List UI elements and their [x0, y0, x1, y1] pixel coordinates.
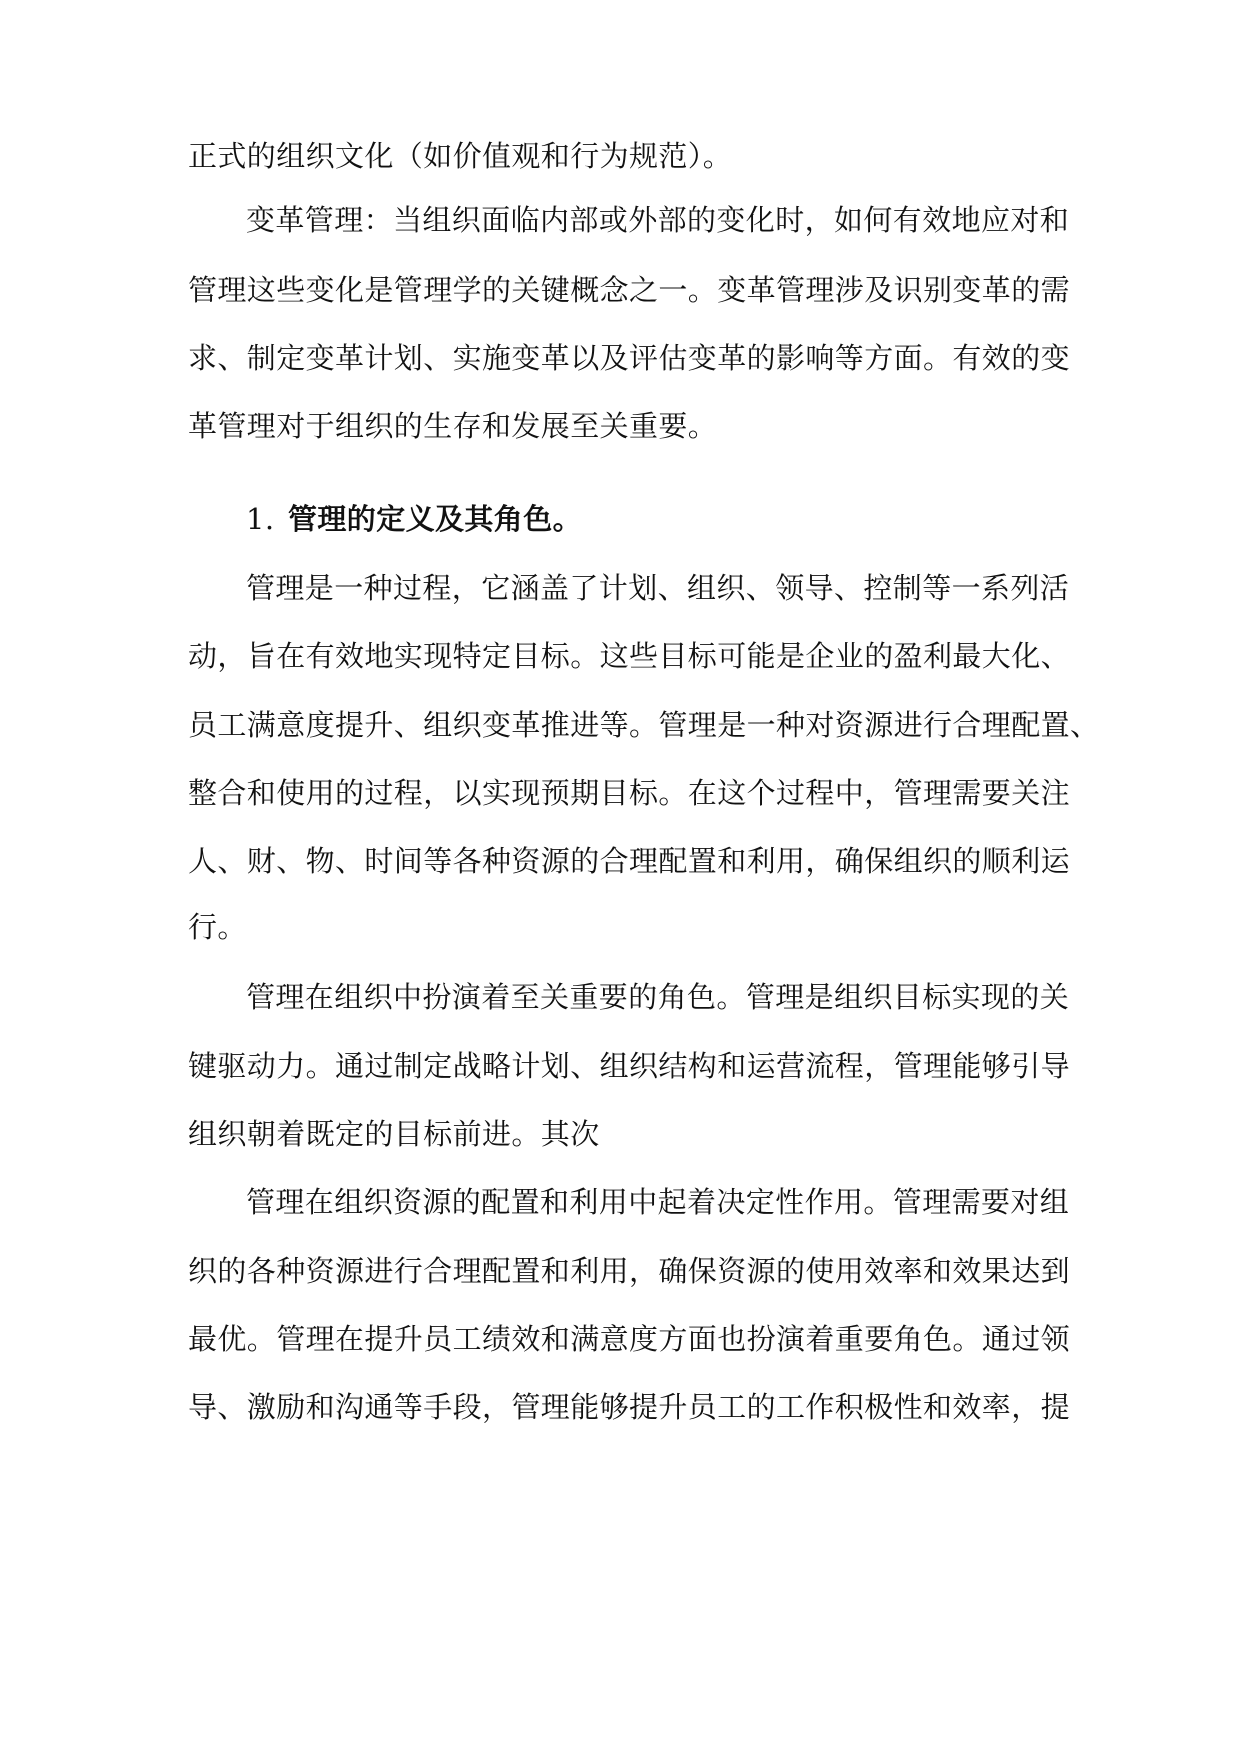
- paragraph-definition-line-6: 行。: [188, 910, 247, 944]
- paragraph-role-line-1: 管理在组织中扮演着至关重要的角色。管理是组织目标实现的关: [246, 980, 1070, 1014]
- paragraph-change-management-line-4: 革管理对于组织的生存和发展至关重要。: [188, 409, 718, 443]
- paragraph-definition-line-4: 整合和使用的过程，以实现预期目标。在这个过程中，管理需要关注: [188, 776, 1071, 810]
- paragraph-change-management-line-1: 变革管理：当组织面临内部或外部的变化时，如何有效地应对和: [246, 203, 1070, 237]
- paragraph-definition-line-3: 员工满意度提升、组织变革推进等。管理是一种对资源进行合理配置、: [188, 708, 1100, 742]
- text-line-1: 正式的组织文化（如价值观和行为规范）。: [188, 139, 733, 173]
- paragraph-change-management-line-2: 管理这些变化是管理学的关键概念之一。变革管理涉及识别变革的需: [188, 273, 1071, 307]
- paragraph-role-line-3: 组织朝着既定的目标前进。其次: [188, 1117, 600, 1151]
- paragraph-resources-line-3: 最优。管理在提升员工绩效和满意度方面也扮演着重要角色。通过领: [188, 1322, 1071, 1356]
- paragraph-resources-line-2: 织的各种资源进行合理配置和利用，确保资源的使用效率和效果达到: [188, 1254, 1071, 1288]
- paragraph-definition-line-5: 人、财、物、时间等各种资源的合理配置和利用，确保组织的顺利运: [188, 844, 1071, 878]
- paragraph-definition-line-2: 动，旨在有效地实现特定目标。这些目标可能是企业的盈利最大化、: [188, 639, 1071, 673]
- paragraph-resources-line-1: 管理在组织资源的配置和利用中起着决定性作用。管理需要对组: [246, 1185, 1070, 1219]
- paragraph-definition-line-1: 管理是一种过程，它涵盖了计划、组织、领导、控制等一系列活: [246, 571, 1070, 605]
- section-number: 1.: [246, 502, 275, 536]
- section-heading: [246, 499, 582, 539]
- paragraph-role-line-2: 键驱动力。通过制定战略计划、组织结构和运营流程，管理能够引导: [188, 1049, 1071, 1083]
- section-title: 管理的定义及其角色。: [288, 502, 583, 536]
- paragraph-resources-line-4: 导、激励和沟通等手段，管理能够提升员工的工作积极性和效率，提: [188, 1390, 1071, 1424]
- paragraph-change-management-line-3: 求、制定变革计划、实施变革以及评估变革的影响等方面。有效的变: [188, 341, 1071, 375]
